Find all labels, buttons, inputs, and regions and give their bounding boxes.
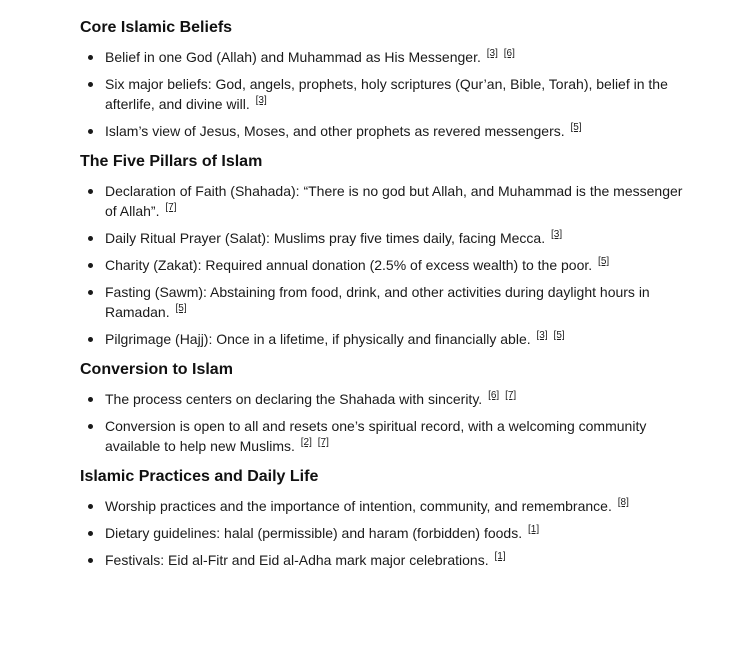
list-item-text: Worship practices and the importance of intention, community, and remembrance. xyxy=(105,498,612,514)
list-item xyxy=(80,523,688,543)
citation-link[interactable]: [3] xyxy=(550,229,563,241)
bullet-dot-icon xyxy=(88,236,93,241)
citation-group xyxy=(494,552,507,568)
list-item-text: Islam’s view of Jesus, Moses, and other prophets as revered messengers. xyxy=(105,123,565,139)
bullet-dot-icon xyxy=(88,337,93,342)
bullet-list xyxy=(80,181,688,349)
citation-group xyxy=(528,525,541,541)
bullet-list xyxy=(80,496,688,570)
list-item xyxy=(80,47,688,67)
citation-group xyxy=(165,203,178,219)
bullet-dot-icon xyxy=(88,290,93,295)
citation-link[interactable]: [5] xyxy=(553,330,565,342)
citation-group xyxy=(551,230,564,246)
bullet-dot-icon xyxy=(88,263,93,268)
bullet-dot-icon xyxy=(88,82,93,87)
bullet-dot-icon xyxy=(88,55,93,60)
citation-link[interactable]: [5] xyxy=(175,303,187,315)
citation-link[interactable]: [5] xyxy=(570,122,582,134)
section-heading: Islamic Practices and Daily Life xyxy=(80,468,319,485)
citation-link[interactable]: [8] xyxy=(617,497,629,509)
citation-group xyxy=(488,391,518,407)
list-item-text: Festivals: Eid al-Fitr and Eid al-Adha mark major celebrations. xyxy=(105,552,489,568)
list-item-text: Dietary guidelines: halal (permissible) and haram (forbidden) foods. xyxy=(105,525,523,541)
list-item xyxy=(80,181,688,221)
citation-link[interactable]: [6] xyxy=(488,390,500,402)
citation-link[interactable]: [5] xyxy=(598,256,610,268)
list-item-text: Declaration of Faith (Shahada): “There is no god but Allah, and Muhammad is the messenger of Allah”. xyxy=(105,183,683,219)
citation-link[interactable]: [1] xyxy=(494,551,506,563)
list-item-text: Belief in one God (Allah) and Muhammad as His Messenger. xyxy=(105,49,481,65)
section-heading: Core Islamic Beliefs xyxy=(80,19,233,36)
bullet-dot-icon xyxy=(88,397,93,402)
section-five-pillars xyxy=(80,152,688,349)
list-item xyxy=(80,255,688,275)
bullet-list xyxy=(80,389,688,456)
citation-group xyxy=(618,498,631,514)
citation-group xyxy=(301,438,331,454)
list-item xyxy=(80,416,688,456)
citation-link[interactable]: [7] xyxy=(505,390,517,402)
section-heading: The Five Pillars of Islam xyxy=(80,153,263,170)
citation-group xyxy=(598,257,611,273)
list-item-text: Charity (Zakat): Required annual donation (2.5% of excess wealth) to the poor. xyxy=(105,257,593,273)
section-conversion xyxy=(80,360,688,456)
list-item-text: The process centers on declaring the Shahada with sincerity. xyxy=(105,391,483,407)
bullet-dot-icon xyxy=(88,129,93,134)
bullet-dot-icon xyxy=(88,504,93,509)
citation-link[interactable]: [3] xyxy=(486,48,498,60)
citation-group xyxy=(175,304,188,320)
citation-link[interactable]: [2] xyxy=(300,437,312,449)
bullet-dot-icon xyxy=(88,424,93,429)
list-item xyxy=(80,389,688,409)
citation-group xyxy=(487,49,517,65)
list-item-text: Pilgrimage (Hajj): Once in a lifetime, if physically and financially able. xyxy=(105,331,531,347)
list-item xyxy=(80,550,688,570)
bullet-dot-icon xyxy=(88,558,93,563)
citation-link[interactable]: [3] xyxy=(536,330,548,342)
list-item xyxy=(80,496,688,516)
bullet-list xyxy=(80,47,688,141)
bullet-dot-icon xyxy=(88,531,93,536)
section-heading: Conversion to Islam xyxy=(80,361,233,378)
section-core-beliefs xyxy=(80,18,688,141)
citation-link[interactable]: [7] xyxy=(317,437,329,449)
citation-link[interactable]: [3] xyxy=(255,95,267,107)
bullet-dot-icon xyxy=(88,189,93,194)
citation-group xyxy=(256,96,269,112)
list-item-text: Six major beliefs: God, angels, prophets, holy scriptures (Qur’an, Bible, Torah), belief in the afterlife, and divine will. xyxy=(105,76,668,112)
list-item xyxy=(80,74,688,114)
list-item-text: Fasting (Sawm): Abstaining from food, drink, and other activities during daylight hours in Ramadan. xyxy=(105,284,650,320)
citation-group xyxy=(537,331,567,347)
list-item xyxy=(80,329,688,349)
list-item-text: Conversion is open to all and resets one’s spiritual record, with a welcoming community available to help new Muslims. xyxy=(105,418,647,454)
citation-link[interactable]: [1] xyxy=(528,524,540,536)
list-item xyxy=(80,121,688,141)
list-item xyxy=(80,228,688,248)
citation-link[interactable]: [6] xyxy=(503,48,515,60)
citation-link[interactable]: [7] xyxy=(165,202,177,214)
list-item xyxy=(80,282,688,322)
citation-group xyxy=(571,123,584,139)
list-item-text: Daily Ritual Prayer (Salat): Muslims pray five times daily, facing Mecca. xyxy=(105,230,546,246)
section-practices xyxy=(80,467,688,570)
